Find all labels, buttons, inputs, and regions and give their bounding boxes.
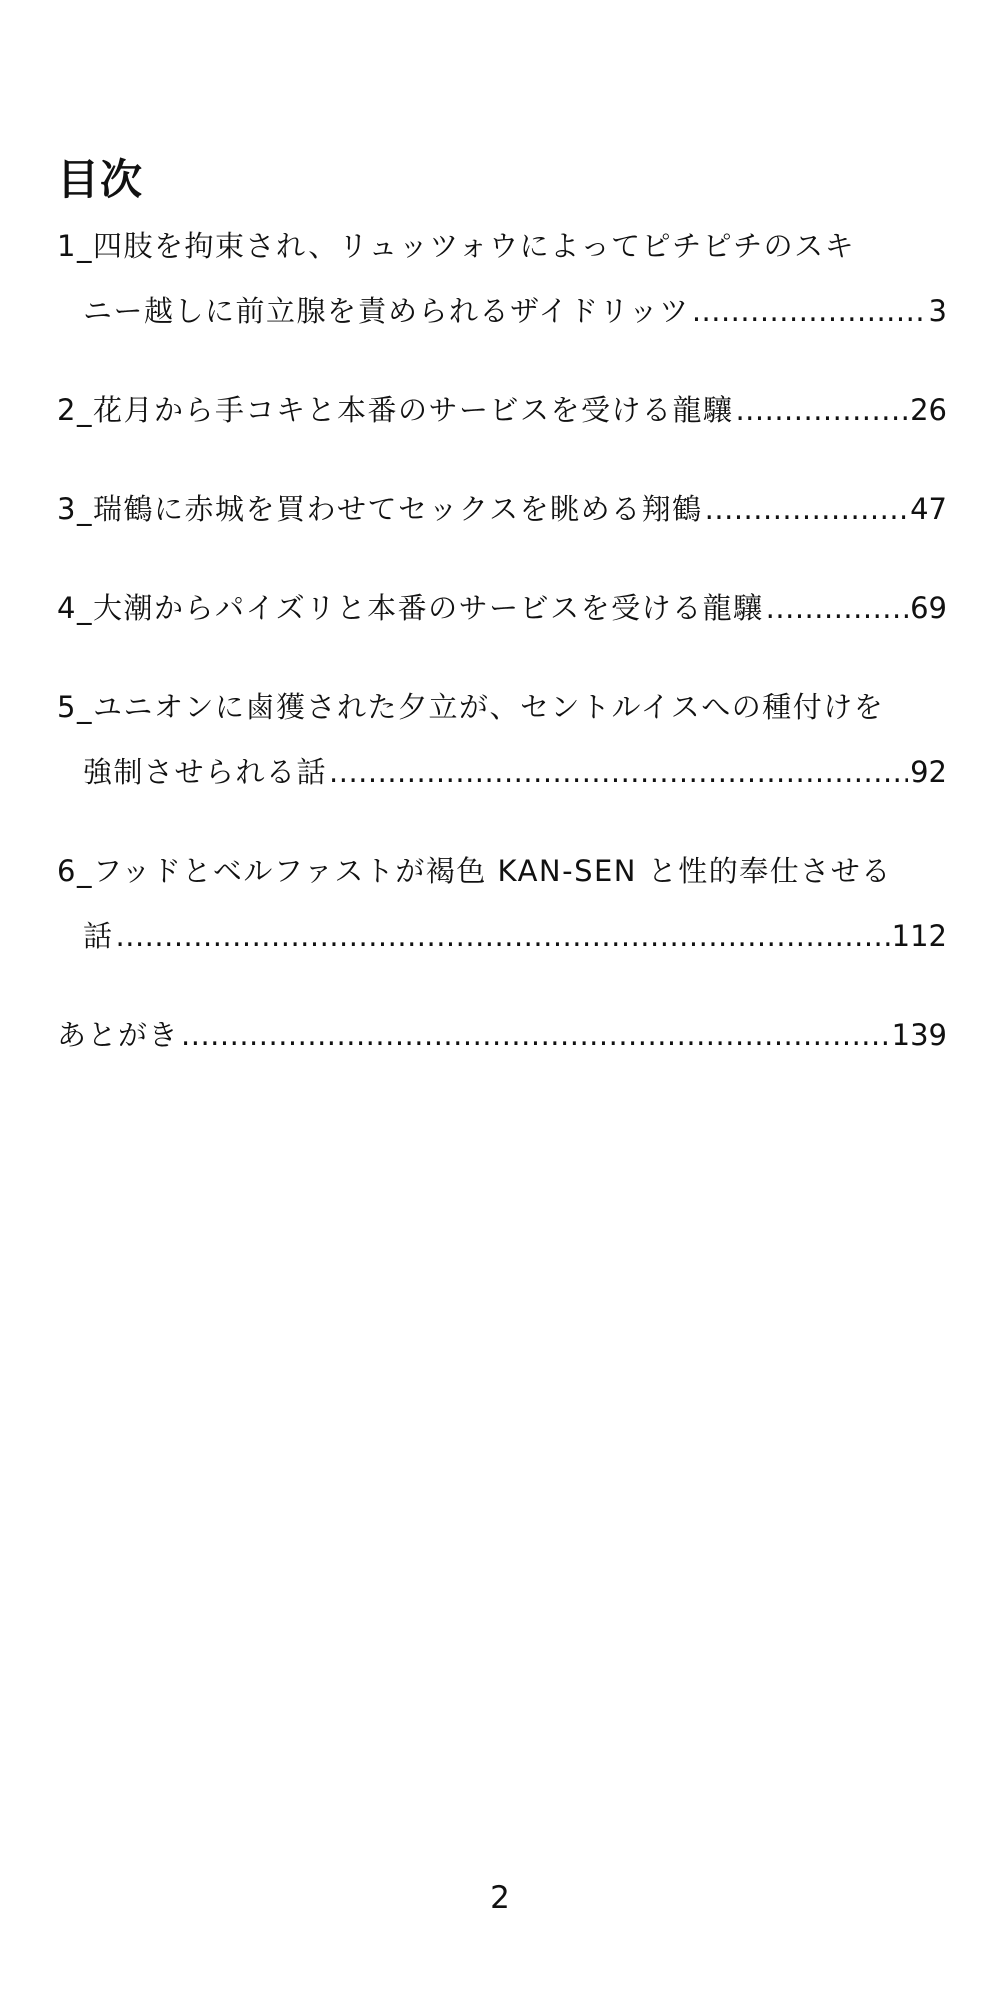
toc-entry-title-continued: 強制させられる話	[83, 755, 328, 789]
toc-entry-title-continued: 話	[83, 919, 114, 953]
toc-page-number: 26	[910, 393, 947, 427]
toc-entry-line	[57, 1003, 947, 1068]
toc-entry-title-line-1: 6_フッドとベルファストが褐色 KAN-SEN と性的奉仕させる	[57, 854, 892, 888]
toc-entry-2[interactable]	[57, 378, 947, 443]
toc-list	[57, 214, 947, 1068]
toc-entry-title-line-2	[57, 904, 947, 969]
toc-entry-title-line-1: 1_四肢を拘束され、リュッツォウによってピチピチのスキ	[57, 229, 856, 263]
dot-leader	[735, 378, 908, 443]
dot-leader	[692, 279, 927, 344]
toc-entry-5[interactable]	[57, 675, 947, 805]
toc-entry-title-line-2	[57, 279, 947, 344]
toc-entry-title: 3_瑞鶴に赤城を買わせてセックスを眺める翔鶴	[57, 492, 703, 526]
toc-entry-3[interactable]	[57, 477, 947, 542]
toc-entry-line	[57, 576, 947, 641]
dot-leader	[116, 904, 890, 969]
page-number-footer: 2	[490, 1880, 510, 1916]
toc-page-number: 112	[891, 919, 947, 953]
toc-page-number: 139	[891, 1018, 947, 1052]
toc-entry-title-line-1: 5_ユニオンに鹵獲された夕立が、セントルイスへの種付けを	[57, 690, 885, 724]
toc-entry-title: あとがき	[57, 1018, 180, 1052]
toc-page-number: 69	[910, 591, 947, 625]
toc-entry-line	[57, 378, 947, 443]
toc-entry-title: 4_大潮からパイズリと本番のサービスを受ける龍驤	[57, 591, 764, 625]
dot-leader	[181, 1003, 890, 1068]
dot-leader	[329, 740, 908, 805]
toc-entry-title-continued: ニー越しに前立腺を責められるザイドリッツ	[83, 294, 690, 328]
toc-entry-title-line-2	[57, 740, 947, 805]
toc-entry-1[interactable]	[57, 214, 947, 344]
toc-entry-6[interactable]	[57, 839, 947, 969]
toc-page-number: 92	[910, 755, 947, 789]
toc-page-number: 3	[928, 294, 947, 328]
toc-page-number: 47	[910, 492, 947, 526]
toc-entry-title: 2_花月から手コキと本番のサービスを受ける龍驤	[57, 393, 734, 427]
toc-entry-4[interactable]	[57, 576, 947, 641]
toc-entry-line	[57, 477, 947, 542]
table-of-contents	[57, 150, 947, 1102]
dot-leader	[766, 576, 908, 641]
toc-entry-afterword[interactable]	[57, 1003, 947, 1068]
toc-title: 目次	[57, 155, 144, 204]
dot-leader	[705, 477, 908, 542]
